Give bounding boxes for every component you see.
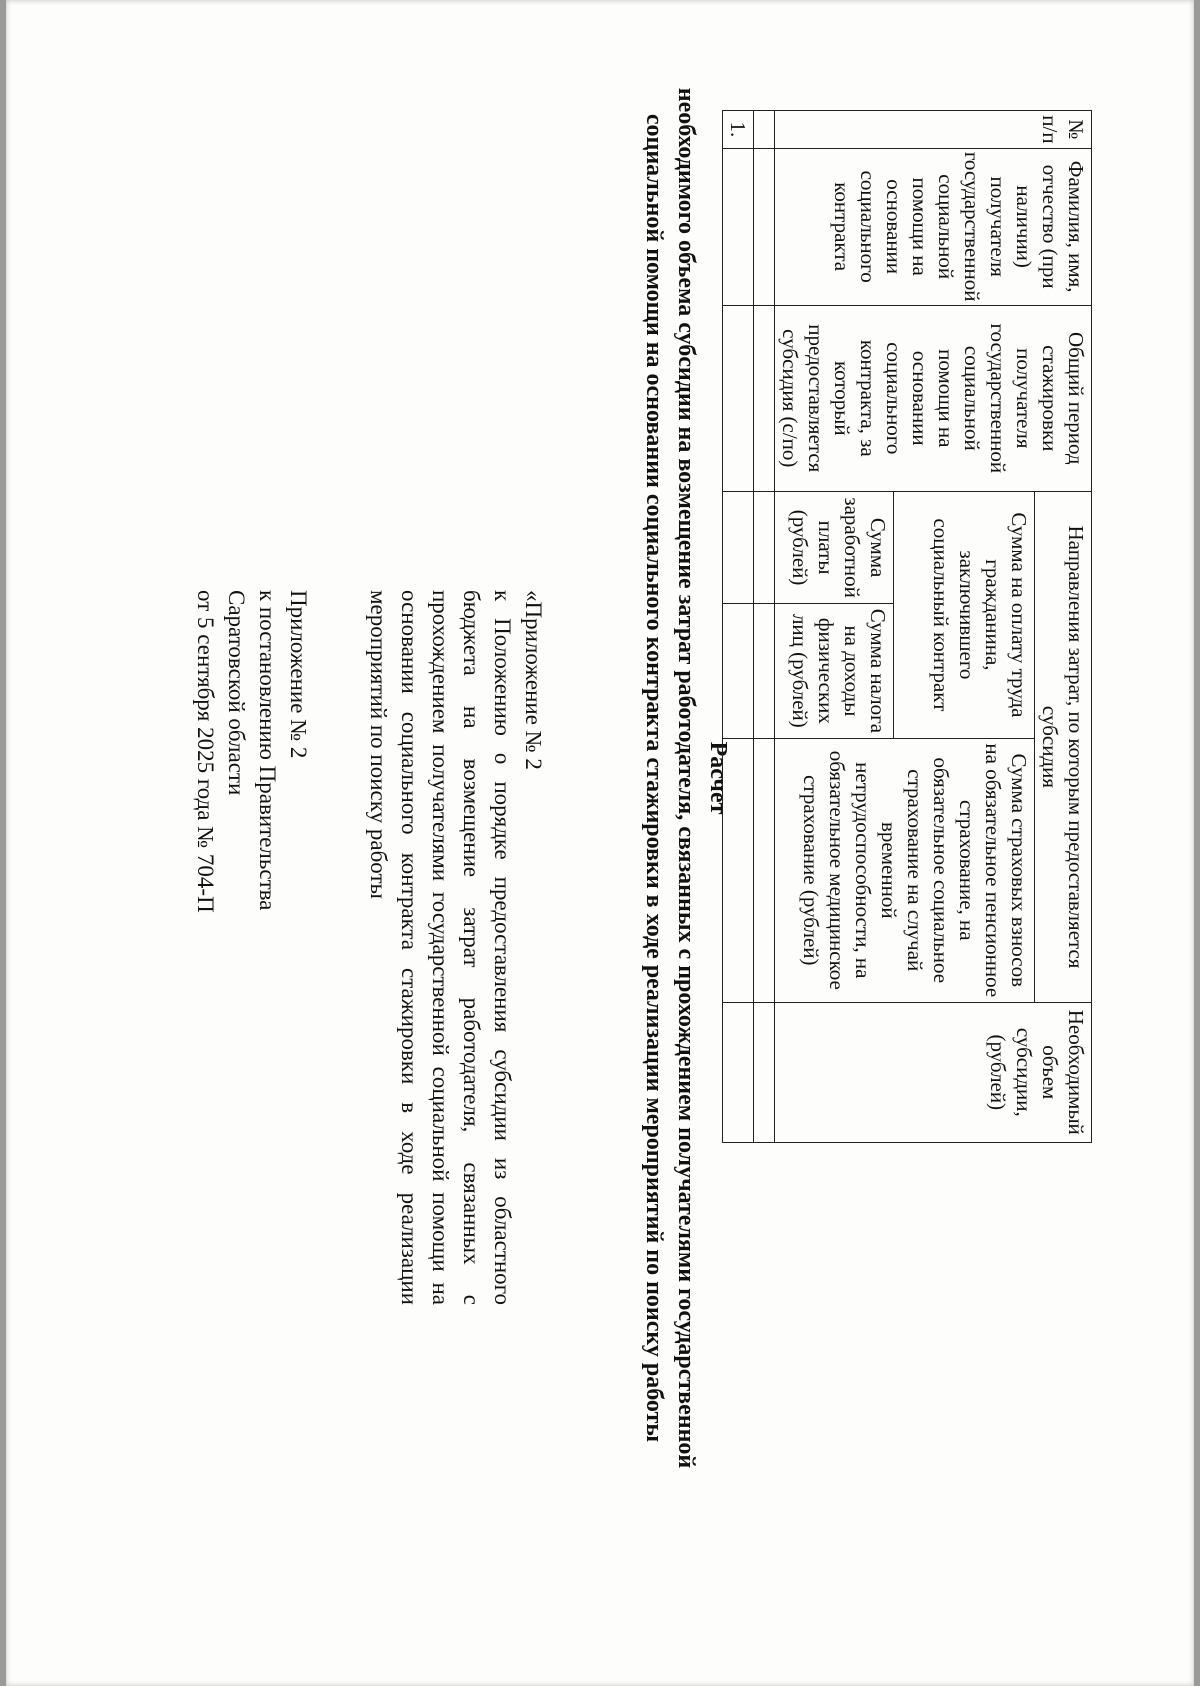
header-gap — [754, 604, 775, 739]
table-row — [723, 111, 754, 1551]
appendix-line: Саратовской области — [224, 590, 249, 796]
spacer-cell — [723, 1142, 754, 1550]
calculation-table — [722, 110, 1092, 1550]
cell-period — [723, 305, 754, 492]
appendix-line: Приложение № 2 — [286, 590, 311, 759]
header-required: Необходимый объем субсидии, (рублей) — [775, 1002, 1092, 1142]
cell-required — [723, 1002, 754, 1142]
header-gap — [754, 492, 775, 604]
header-gap — [754, 738, 775, 1002]
cell-fio — [723, 148, 754, 305]
header-salary: Сумма заработной платы (рублей) — [775, 492, 895, 604]
cell-insurance — [723, 738, 754, 1002]
appendix-line: к постановлению Правительства — [255, 590, 280, 911]
cell-num: 1. — [723, 111, 754, 149]
header-num: № п/п — [775, 111, 1092, 149]
document-page — [6, 0, 1194, 1686]
title-subtitle: необходимого объема субсидии на возмещение затрат работодателя, связанных с прохождением получателями государственной социальной помощи на основании социального контракта стажировки в ходе реализации мероприятий по поиску работы — [641, 87, 699, 1469]
header-labor-pay: Сумма на оплату труда гражданина, заключившего социальный контракт — [894, 492, 1035, 739]
regulation-appendix-block — [363, 590, 549, 1305]
header-income-tax: Сумма налога на доходы физических лиц (рублей) — [775, 604, 895, 739]
appendix-line: от 5 сентября 2025 года № 704-П — [193, 590, 218, 913]
header-gap — [754, 1002, 775, 1142]
cell-salary — [723, 492, 754, 604]
header-insurance: Сумма страховых взносов на обязательное пенсионное страхование, на обязательное социальное страхование на случай временной нетрудоспособности, на обязательное медицинское страхование (рублей) — [775, 738, 1035, 1002]
document-title — [638, 68, 734, 1488]
header-gap — [754, 305, 775, 492]
header-directions: Направления затрат, по которым предоставляется субсидия — [1035, 492, 1092, 1003]
rotated-content — [6, 0, 1194, 1686]
spacer-cell — [754, 1142, 1092, 1550]
header-period: Общий период стажировки получателя государственной социальной помощи на основании социального контракта, за который предоставляется субсидия (с/по) — [775, 305, 1092, 492]
regulation-appendix-text: к Положению о порядке предоставления субсидии из областного бюджета на возмещение затрат работодателя, связанных с прохождением получателями государственной социальной помощи на основании социального контракта стажировки в ходе реализации мероприятий по поиску работы — [366, 590, 515, 1305]
header-fio: Фамилия, имя, отчество (при наличии) получателя государственной социальной помощи на основании социального контракта — [775, 148, 1092, 305]
header-gap — [754, 148, 775, 305]
cell-income-tax — [723, 604, 754, 739]
appendix-block — [190, 590, 314, 1010]
regulation-appendix-heading: «Приложение № 2 — [521, 590, 546, 770]
header-gap — [754, 111, 775, 149]
title-main: Расчет — [705, 741, 731, 815]
